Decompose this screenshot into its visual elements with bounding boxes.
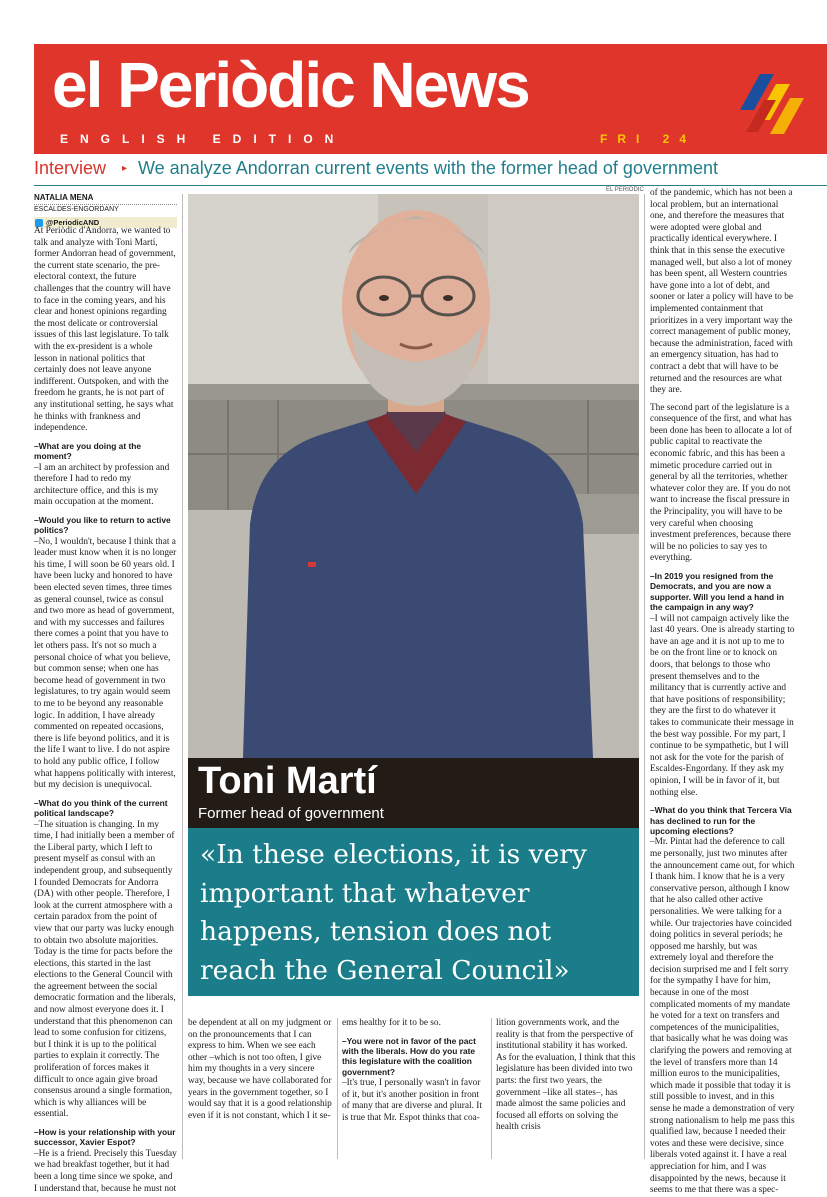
interview-question: –How is your relationship with your successor, Xavier Espot? [34, 1127, 176, 1148]
article-paragraph: –I will not campaign actively like the last 40 years. One is already starting to have an age and it is not up to me to be on the front line or to knock on doors, that belongs to those who present themselves and to the militancy that is currently active and that have positions of responsibility; they are the first to do whatever it takes to communicate their message in the best way possible. For my part, I continue to be sympathetic, but I will not ask for the vote for the parish of Escaldes-Engordany. If they ask my opinion, I will be in favor of it, but nothing else. [650, 613, 795, 798]
article-paragraph: The second part of the legislature is a consequence of the first, and what has been done has been to allocate a lot of public capital to reactivate the economic fabric, and this has been a mimetic procedure carried out in general by all the territories, whether whatever color they are. If you do not want to increase the fiscal pressure in the Principality, you will have to be very careful when choosing investment preferences, because there will be no policies to say yes to everything. [650, 402, 792, 564]
pull-quote: «In these elections, it is very important that whatever happens, tension does not reach the General Council» [200, 839, 587, 986]
section-label: Interview [34, 158, 107, 178]
subject-name-bar [188, 758, 639, 828]
article-paragraph: –He is a friend. Precisely this Tuesday we had breakfast together, but it had been a long time since we spoke, and I understand that, because he must not [34, 1148, 177, 1194]
interview-question: –You were not in favor of the pact with the liberals. How do you rate this legislature with the coalition government? [342, 1035, 476, 1077]
issue-date: FRI 24 [600, 132, 697, 146]
article-column-1 [34, 226, 177, 1194]
column-divider [644, 194, 645, 1159]
article-paragraph: –Mr. Pintat had the deference to call me personally, just two minutes after the announcement came out, for which I thank him. I know that he is a very conservative person, although I know that he also called other active personalities. We were talking for a while. Our trajectories have coincided doing politics in several periods; he opposed me harshly, but was extremely loyal and therefore the decision surprised me and I felt sorry for the sympathy I have for him, because in one of the most complicated moments of my mandate he voted for a text on transfers and competences of the municipalities, that basically what he was doing was clarifying the powers and removing at the level of transfers more than 14 million euros to the municipalities, which made it possible that today it is still possible to invest, and in this sense he made a demonstration of very strong nationalism to help me pass this qualified law, because I needed their votes and these were decisive, since liberals voted against it. I have a real appreciation for him, and I was disappointed by the news, because it seems to me that there was a spec- [650, 837, 795, 1196]
article-paragraph: of the pandemic, which has not been a local problem, but an international one, and therefore the measures that were adopted were global and practically identical everywhere. I think that in this sense the executive managed well, but also a lot of money has been spent, all Western countries have gone into a lot of debt, and sooner or later a policy will have to be implemented containment that prioritizes in a very important way the correct management of public money, because the administration, faced with an emergency situation, has had to contract a debt that will have to be returned and the resources are what they are. [650, 188, 794, 396]
article-paragraph: –I am an architect by profession and therefore I had to redo my architecture office, and this is my main occupation at the moment. [34, 462, 170, 508]
subject-role: Former head of government [198, 805, 384, 822]
article-column-3 [342, 1018, 488, 1159]
article-paragraph: –No, I wouldn't, because I think that a leader must know when it is no longer his time, I will soon be 60 years old. I have been lucky and honored to have been elected seven times, three times as general counsel, twice as consul and two more as head of government, and with my successes and failures there comes a point that you have to let others pass. It's not so much a personal choice of what you believe, but common sense; when one has become head of government in two legislatures, to try again would seem to me to be beyond any reasonable logic. In addition, I have already commented on repeated occasions, there is life beyond politics, and it is the life I want to live. I do not aspire to hold any public office, I follow what happens politically with interest, but my decision is unequivocal. [34, 536, 177, 791]
article-paragraph: At Periòdic d'Andorra, we wanted to talk and analyze with Toni Martí, former Andorran head of government, the current state scenario, the pre-electoral context, the future challenges that the country will have to face in the coming years, and his clear and honest opinions regarding the most delicate or controversial issues of this last legislature. To talk with the ex-president is a whole lesson in national politics that certainly does not leave anyone indifferent. Outspoken, and with the freedom he grants, he is not part of any institutional setting, he says what he thinks with frankness and independence. [34, 226, 176, 434]
section-bar [34, 154, 827, 186]
article-column-5 [650, 188, 795, 1196]
interview-question: –What do you think that Tercera Via has declined to run for the upcoming elections? [650, 805, 792, 836]
interview-question: –In 2019 you resigned from the Democrats, and you are now a supporter. Will you lend a hand in the campaign in any way? [650, 571, 784, 613]
interview-question: –Would you like to return to active politics? [34, 514, 171, 536]
newspaper-title: el Periòdic News [52, 49, 529, 121]
interview-question: –What are you doing at the moment? [34, 440, 142, 462]
masthead [34, 44, 827, 154]
byline [34, 193, 177, 228]
column-divider [182, 194, 183, 1159]
portrait-illustration [188, 194, 639, 758]
author-name: NATALIA MENA [34, 193, 94, 202]
article-column-4 [496, 1018, 636, 1159]
article-headline: We analyze Andorran current events with the former head of government [138, 158, 718, 178]
article-column-2 [188, 1018, 334, 1159]
article-paragraph: be dependent at all on my judgment or on the pronouncements that I can express to him. When we see each other –which is not too often, I give him my thoughts in a very sincere way, because we have collaborated for years in the government together, so I would say that it is a good relationship even if it is not constant, which I it se- [188, 1018, 332, 1121]
interview-question: –What do you think of the current political landscape? [34, 797, 168, 819]
byline-location: ESCALDES-ENGORDANY [34, 204, 177, 215]
subject-name: Toni Martí [198, 760, 377, 802]
column-divider [491, 1018, 492, 1159]
article-paragraph: lition governments work, and the reality is that from the perspective of institutional stability it has worked. As for the evaluation, I think that this legislature has been divided into two parts: the first two years, the government –like all states–, has made almost the same policies and focused all efforts on solving the health crisis [496, 1018, 636, 1133]
edition-label: ENGLISH EDITION [60, 132, 346, 146]
article-paragraph: –It's true, I personally wasn't in favor of it, but it's another position in front of many that are diverse and plural. It is true that Mr. Espot thinks that coa- [342, 1078, 482, 1123]
pull-quote-box [188, 828, 639, 996]
portrait-photo [188, 194, 639, 758]
article-paragraph: ems healthy for it to be so. [342, 1018, 441, 1028]
article-paragraph: –The situation is changing. In my time, I had initially been a member of the Liberal party, which I left to present myself as consul with an independent group, and subsequently I founded Democrats for Andorra (DA) with other people. Therefore, I look at the current atmosphere with a certain paradox from the point of view that our party was lucky enough to obtain two absolute majorities. Today is the time for pacts before the elections, this started in the last elections to the General Council with the agreement between the social democratic formation and the liberals, and now almost everyone does it. I understand that this phenomenon can lead to some confusion for citizens, but I think it is up to the political parties to explain it correctly. The proliferation of forces makes it difficult to once again give broad consensus around a single formation, which is why alliances will be essential. [34, 819, 176, 1120]
photo-credit: EL PERIÒDIC [606, 187, 644, 193]
newspaper-logo-icon [724, 72, 804, 144]
column-divider [337, 1018, 338, 1159]
arrow-right-icon: ▸ [122, 163, 128, 174]
twitter-handle[interactable]: @PeriodicAND [46, 218, 100, 227]
